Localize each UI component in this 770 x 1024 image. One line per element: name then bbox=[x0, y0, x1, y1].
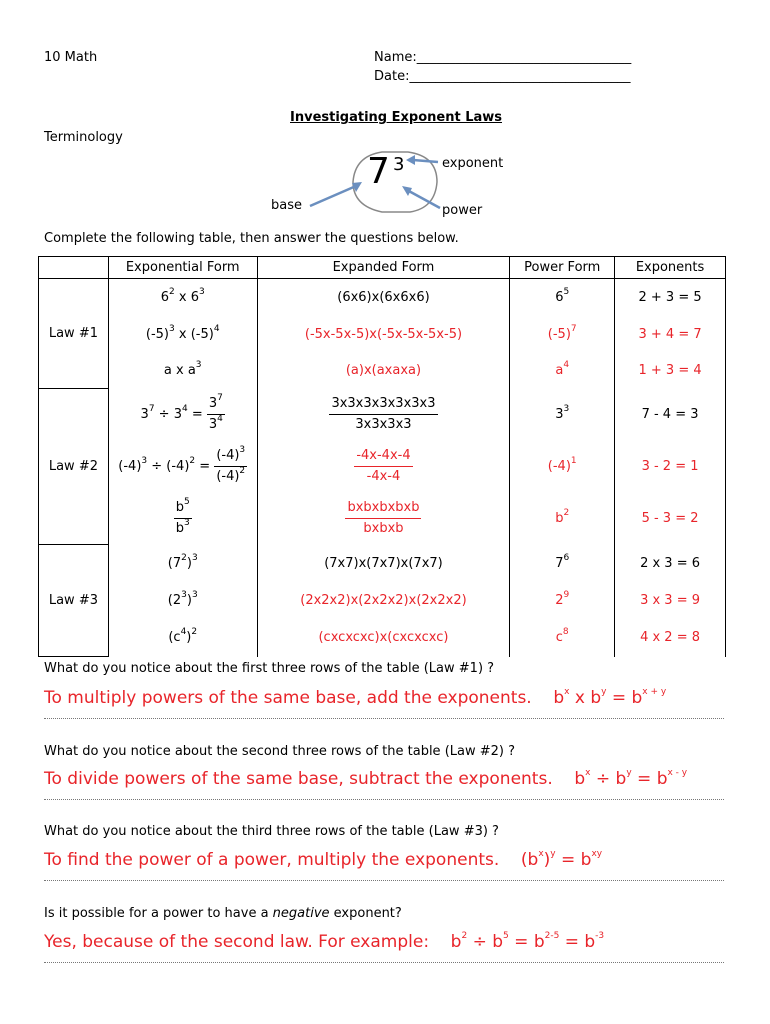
exponential-cell: $(-5)^3$ x $(-5)^4$ bbox=[108, 317, 257, 353]
expanded-numerator: bxbxbxbxb bbox=[345, 498, 421, 519]
expanded-numerator: -4x-4x-4 bbox=[354, 446, 412, 467]
answer-3-text: To find the power of a power, multiply the exponents. bbox=[44, 850, 500, 870]
answer-1-text: To multiply powers of the same base, add the exponents. bbox=[44, 688, 532, 708]
question-2: What do you notice about the second three rows of the table (Law #2) ? bbox=[44, 744, 516, 759]
header-power: Power Form bbox=[510, 257, 615, 279]
question-4 bbox=[44, 906, 402, 921]
table-row bbox=[39, 317, 726, 353]
table-row bbox=[39, 493, 726, 545]
exponential-cell: $(2^3)^3$ bbox=[108, 583, 257, 619]
table-header-row bbox=[39, 257, 726, 279]
answer-1: To multiply powers of the same base, add the exponents. $b^x$ x $b^y = b^{x + y}$ bbox=[44, 687, 667, 708]
law-1-label: Law #1 bbox=[39, 279, 109, 389]
answer-4-text: Yes, because of the second law. For example: bbox=[44, 932, 430, 952]
table-row bbox=[39, 353, 726, 389]
page-title: Investigating Exponent Laws bbox=[290, 110, 502, 125]
table-row bbox=[39, 279, 726, 317]
exponents-cell: 2 x 3 = 6 bbox=[615, 545, 726, 583]
answer-2: To divide powers of the same base, subtract the exponents. $b^x \div b^y = b^{x - y}$ bbox=[44, 768, 688, 789]
expanded-cell bbox=[257, 441, 510, 493]
power-cell: $c^8$ bbox=[510, 619, 615, 657]
exponents-cell: 3 + 4 = 7 bbox=[615, 317, 726, 353]
answer-line bbox=[44, 962, 724, 963]
date-field-label: Date:__________________________________ bbox=[374, 69, 631, 84]
law-3-label: Law #3 bbox=[39, 545, 109, 657]
answer-3: To find the power of a power, multiply the exponents. $(b^x)^y = b^{xy}$ bbox=[44, 849, 603, 870]
exponential-cell: a x $a^3$ bbox=[108, 353, 257, 389]
answer-line bbox=[44, 799, 724, 800]
course-label: 10 Math bbox=[44, 50, 98, 65]
answer-line bbox=[44, 718, 724, 719]
header-exponents: Exponents bbox=[615, 257, 726, 279]
expanded-cell: (a)x(axaxa) bbox=[257, 353, 510, 389]
expanded-cell: (-5x-5x-5)x(-5x-5x-5x-5) bbox=[257, 317, 510, 353]
expanded-cell: (cxcxcxc)x(cxcxcxc) bbox=[257, 619, 510, 657]
expanded-denominator: 3x3x3x3 bbox=[355, 417, 412, 432]
name-field-label: Name:_________________________________ bbox=[374, 50, 632, 65]
expanded-cell bbox=[257, 493, 510, 545]
exponential-cell: $(7^2)^3$ bbox=[108, 545, 257, 583]
table-row bbox=[39, 441, 726, 493]
expanded-cell bbox=[257, 389, 510, 441]
answer-line bbox=[44, 880, 724, 881]
power-cell: $(-4)^1$ bbox=[510, 441, 615, 493]
table-row bbox=[39, 619, 726, 657]
power-cell: $a^4$ bbox=[510, 353, 615, 389]
question-4-emphasis: negative bbox=[272, 906, 330, 921]
exponential-cell: $(-4)^3 \div (-4)^2$ = $\frac{(-4)^3}{(-4)^2}$ bbox=[108, 441, 257, 493]
table-row bbox=[39, 389, 726, 441]
power-cell: $6^5$ bbox=[510, 279, 615, 317]
power-cell: $7^6$ bbox=[510, 545, 615, 583]
exponents-cell: 2 + 3 = 5 bbox=[615, 279, 726, 317]
base-arrow bbox=[310, 186, 356, 206]
exponents-cell: 3 x 3 = 9 bbox=[615, 583, 726, 619]
exponents-cell: 4 x 2 = 8 bbox=[615, 619, 726, 657]
exponential-cell: $6^2$ x $6^3$ bbox=[108, 279, 257, 317]
power-cell: $b^2$ bbox=[510, 493, 615, 545]
power-cell: $3^3$ bbox=[510, 389, 615, 441]
exponential-cell: $\frac{b^5}{b^3}$ bbox=[108, 493, 257, 545]
table-row bbox=[39, 545, 726, 583]
expanded-cell: (2x2x2)x(2x2x2)x(2x2x2) bbox=[257, 583, 510, 619]
exponents-cell: 7 - 4 = 3 bbox=[615, 389, 726, 441]
exponents-cell: 5 - 3 = 2 bbox=[615, 493, 726, 545]
exponent-label: exponent bbox=[442, 156, 504, 171]
header-expanded: Expanded Form bbox=[257, 257, 510, 279]
header-empty bbox=[39, 257, 109, 279]
expanded-cell: (7x7)x(7x7)x(7x7) bbox=[257, 545, 510, 583]
header-exponential: Exponential Form bbox=[108, 257, 257, 279]
base-label: base bbox=[271, 198, 302, 213]
table-row bbox=[39, 583, 726, 619]
answer-4: Yes, because of the second law. For example: $b^2 \div b^5 = b^{2-5} = b^{-3}$ bbox=[44, 931, 605, 952]
exponential-cell: $3^7 \div 3^4$ = $\frac{3^7}{3^4}$ bbox=[108, 389, 257, 441]
answer-2-text: To divide powers of the same base, subtract the exponents. bbox=[44, 769, 553, 789]
terminology-heading: Terminology bbox=[44, 130, 123, 145]
exponents-cell: 1 + 3 = 4 bbox=[615, 353, 726, 389]
exponent-table bbox=[38, 256, 726, 657]
expanded-cell: (6x6)x(6x6x6) bbox=[257, 279, 510, 317]
question-3: What do you notice about the third three rows of the table (Law #3) ? bbox=[44, 824, 499, 839]
question-4-text: Is it possible for a power to have a bbox=[44, 906, 273, 921]
exponential-cell: $(c^4)^2$ bbox=[108, 619, 257, 657]
expanded-denominator: bxbxb bbox=[363, 521, 404, 536]
diagram-base-digit: 7 bbox=[367, 151, 390, 192]
instructions: Complete the following table, then answer the questions below. bbox=[44, 231, 459, 246]
law-2-label: Law #2 bbox=[39, 389, 109, 545]
power-cell: $2^9$ bbox=[510, 583, 615, 619]
exponents-cell: 3 - 2 = 1 bbox=[615, 441, 726, 493]
question-4-text-end: exponent? bbox=[329, 906, 402, 921]
diagram-exponent-digit: 3 bbox=[393, 154, 405, 175]
expanded-denominator: -4x-4 bbox=[366, 469, 401, 484]
question-1: What do you notice about the first three rows of the table (Law #1) ? bbox=[44, 661, 495, 676]
expanded-numerator: 3x3x3x3x3x3x3 bbox=[329, 394, 437, 415]
power-cell: $(-5)^7$ bbox=[510, 317, 615, 353]
power-label: power bbox=[442, 203, 483, 218]
